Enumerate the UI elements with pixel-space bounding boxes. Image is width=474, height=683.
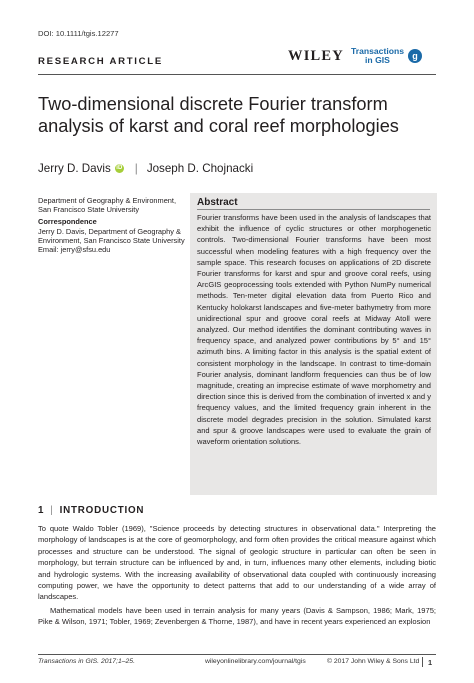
- body-paragraph-1: To quote Waldo Tobler (1969), "Science proceeds by detecting structures in observational data." Interpreting the morphology of landscapes is at the core of geomorphology, and form often provides the critical measure against which processes and structure can be understood. The signal of geologic structure in particular can often be seen in morphology, but terrain structure can be influenced by and, in turn, influences many other elements, including biotic and hydrologic systems. With the increasing availability of observational data coupled with continuously increasing computing power, we have the opportunity to detect patterns that add to our understanding of a wide array of landscapes.: [38, 524, 436, 602]
- journal-logo-icon: g: [408, 49, 422, 63]
- abstract-divider: [197, 209, 430, 210]
- affiliation-block: [38, 196, 188, 254]
- footer-url[interactable]: wileyonlinelibrary.com/journal/tgis: [205, 658, 306, 665]
- section-separator: |: [50, 505, 54, 516]
- section-title: INTRODUCTION: [59, 505, 145, 516]
- abstract-heading: Abstract: [197, 197, 238, 208]
- correspondence-email[interactable]: Email: jerry@sfsu.edu: [38, 245, 111, 255]
- correspondence-body: Jerry D. Davis, Department of Geography & Environment, San Francisco State University: [38, 226, 185, 245]
- page-number-divider: [422, 657, 423, 667]
- author-separator: |: [134, 162, 138, 175]
- publisher-header: [288, 47, 422, 65]
- footer-copyright: © 2017 John Wiley & Sons Ltd: [327, 658, 420, 665]
- doi-line: DOI: 10.1111/tgis.12277: [38, 29, 119, 38]
- author-1[interactable]: Jerry D. Davis: [38, 162, 111, 175]
- footer-divider: [38, 654, 436, 655]
- abstract-text: Fourier transforms have been used in the analysis of landscapes that exhibit the influence of cyclic structures or other morphogenetic controls. Two-dimensional Fourier transforms have been most successful when modeling features with a high frequency over the sample space. This research focuses on applications of 2D discrete Fourier transforms for karst and spur and groove coral reefs, using ArcGIS geoprocessing tools extended with Python NumPy numerical methods. Ten-meter digital elevation data from Puerto Rico and Kentucky holokarst landscapes and five-meter bathymetry from more unidirectional spur and groove coral reefs at Midway Atoll were analyzed. Our method identifies the dominant contributing waves in frequency space, and analyzed power contributions by 5° and 15° azimuth bins. A limiting factor in this analysis is the spatial extent of consistent morphology in the landscape. In contrast to time-domain Fourier analysis, dominant landform frequencies can thus be of low magnitude, creating an imprecise estimate of wave morphometry and direction since this is derived from the combination of inverted x and y frequency values, and the limited frequency grain inherent in the discrete model degrades precision in the solution. Simulated karst and spur & groove landscapes were used to evaluate the grain of waveform orientation solutions.: [197, 213, 431, 447]
- section-number: 1: [38, 505, 45, 516]
- correspondence-label: Correspondence: [38, 217, 97, 227]
- header-divider: [38, 74, 436, 75]
- footer-citation: Transactions in GIS. 2017;1–25.: [38, 658, 135, 665]
- orcid-icon[interactable]: iD: [116, 165, 123, 171]
- author-list: [38, 162, 253, 175]
- article-title: Two-dimensional discrete Fourier transform analysis of karst and coral reef morphologies: [38, 94, 399, 136]
- article-type-label: RESEARCH ARTICLE: [38, 56, 163, 67]
- affiliation-dept: Department of Geography & Environment, San Francisco State University: [38, 196, 177, 215]
- introduction-body: [38, 523, 436, 628]
- body-paragraph-2: Mathematical models have been used in terrain analysis for many years (Davis & Sampson, 1986; Mark, 1975; Pike & Wilson, 1971; Tobler, 1969; Zevenbergen & Thorne, 1987), and have in recent years experienced an explosion: [38, 605, 436, 627]
- journal-name-line2: in GIS: [365, 55, 390, 65]
- section-heading-introduction: [38, 505, 144, 516]
- publisher-name: WILEY: [288, 47, 344, 64]
- journal-name-line1: Transactions: [350, 46, 404, 56]
- author-2[interactable]: Joseph D. Chojnacki: [146, 162, 254, 175]
- page-number: 1: [428, 658, 433, 667]
- journal-name: [351, 47, 404, 65]
